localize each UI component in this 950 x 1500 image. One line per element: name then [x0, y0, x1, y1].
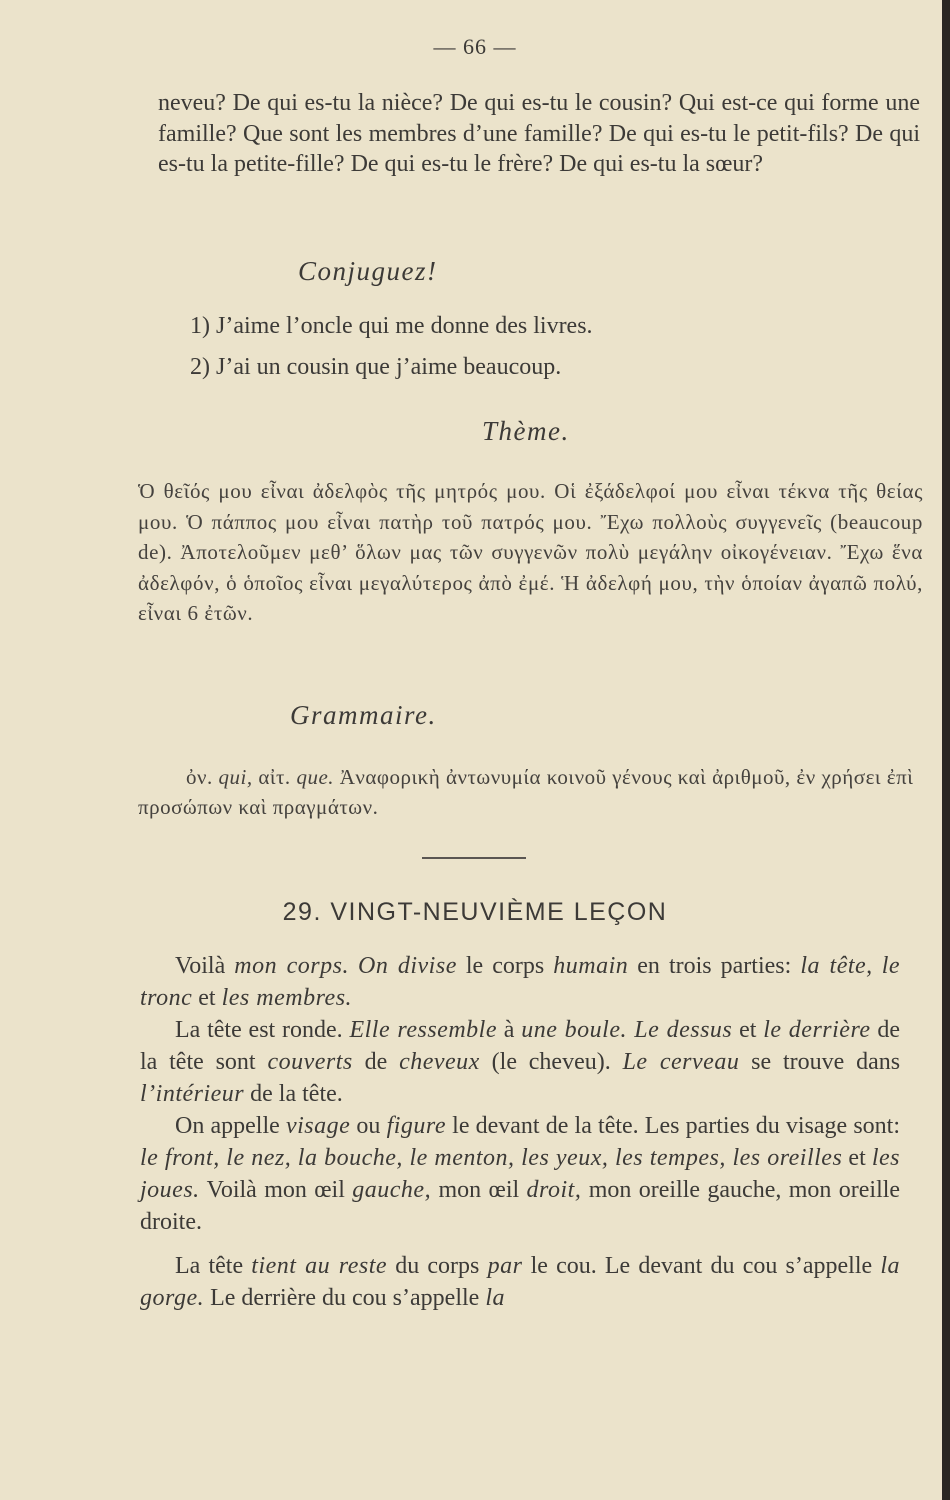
grammaire-word-que: que.	[296, 765, 335, 789]
conjuguez-line-1: 1) J’aime l’oncle qui me donne des livres.	[190, 313, 593, 339]
page-edge	[942, 0, 950, 1500]
lesson-paragraph-1: Voilà mon corps. On divise le corps humain en trois parties: la tête, le tronc et les membres.	[140, 953, 901, 1011]
intro-questions: neveu? De qui es-tu la nièce? De qui es-tu le cousin? Qui est-ce qui forme une famille? Que sont les membres d’une famille? De qui es-tu le petit-fils? De qui es-tu la petite-fille? De qui es-tu le frère? De qui es-tu la sœur?	[158, 90, 920, 177]
grammaire-heading: Grammaire.	[290, 700, 437, 730]
lesson-title: 29. VINGT-NEUVIÈME LEÇON	[282, 898, 668, 926]
grammaire-text	[138, 762, 923, 822]
lesson-paragraph-2: La tête est ronde. Elle ressemble à une boule. Le dessus et le derrière de la tête sont couverts de cheveux (le cheveu). Le cerveau se trouve dans l’intérieur de la tête.	[140, 1017, 901, 1107]
conjuguez-heading: Conjuguez!	[298, 256, 438, 286]
conjuguez-line-2: 2) J’ai un cousin que j’aime beaucoup.	[190, 354, 562, 380]
page-number: — 66 —	[433, 34, 517, 59]
grammaire-explanation: Ἀναφορικὴ ἀντωνυμία κοινοῦ γένους καὶ ἀριθμοῦ, ἐν χρήσει ἐπὶ προσώπων καὶ πραγμάτων.	[138, 765, 914, 819]
lesson-paragraph-3: On appelle visage ou figure le devant de la tête. Les parties du visage sont: le front, le nez, la bouche, le menton, les yeux, les tempes, les oreilles et les joues. Voilà mon œil gauche, mon œil droit, mon oreille gauche, mon oreille droite.	[140, 1113, 901, 1235]
section-divider	[422, 857, 526, 859]
lesson-paragraph-4: La tête tient au reste du corps par le cou. Le devant du cou s’appelle la gorge. Le derrière du cou s’appelle la	[140, 1253, 900, 1311]
lesson-body	[140, 950, 900, 1314]
theme-heading: Thème.	[482, 416, 570, 446]
grammaire-abbr-1: ὀν.	[186, 765, 213, 789]
grammaire-word-qui: qui,	[218, 765, 253, 789]
theme-greek-text: Ὁ θεῖός μου εἶναι ἀδελφὸς τῆς μητρός μου. Οἱ ἐξάδελφοί μου εἶναι τέκνα τῆς θείας μου. Ὁ πάππος μου εἶναι πατὴρ τοῦ πατρός μου. Ἔχω πολλοὺς συγγενεῖς (beaucoup de). Ἀποτελοῦμεν μεθ’ ὅλων μας τῶν συγγενῶν πολὺ μεγάλην οἰκογένειαν. Ἔχω ἕνα ἀδελφόν, ὁ ὁποῖος εἶναι μεγαλύτερος ἀπὸ ἐμέ. Ἡ ἀδελφή μου, τὴν ὁποίαν ἀγαπῶ πολύ, εἶναι 6 ἐτῶν.	[138, 479, 923, 625]
grammaire-abbr-2: αἰτ.	[258, 765, 291, 789]
